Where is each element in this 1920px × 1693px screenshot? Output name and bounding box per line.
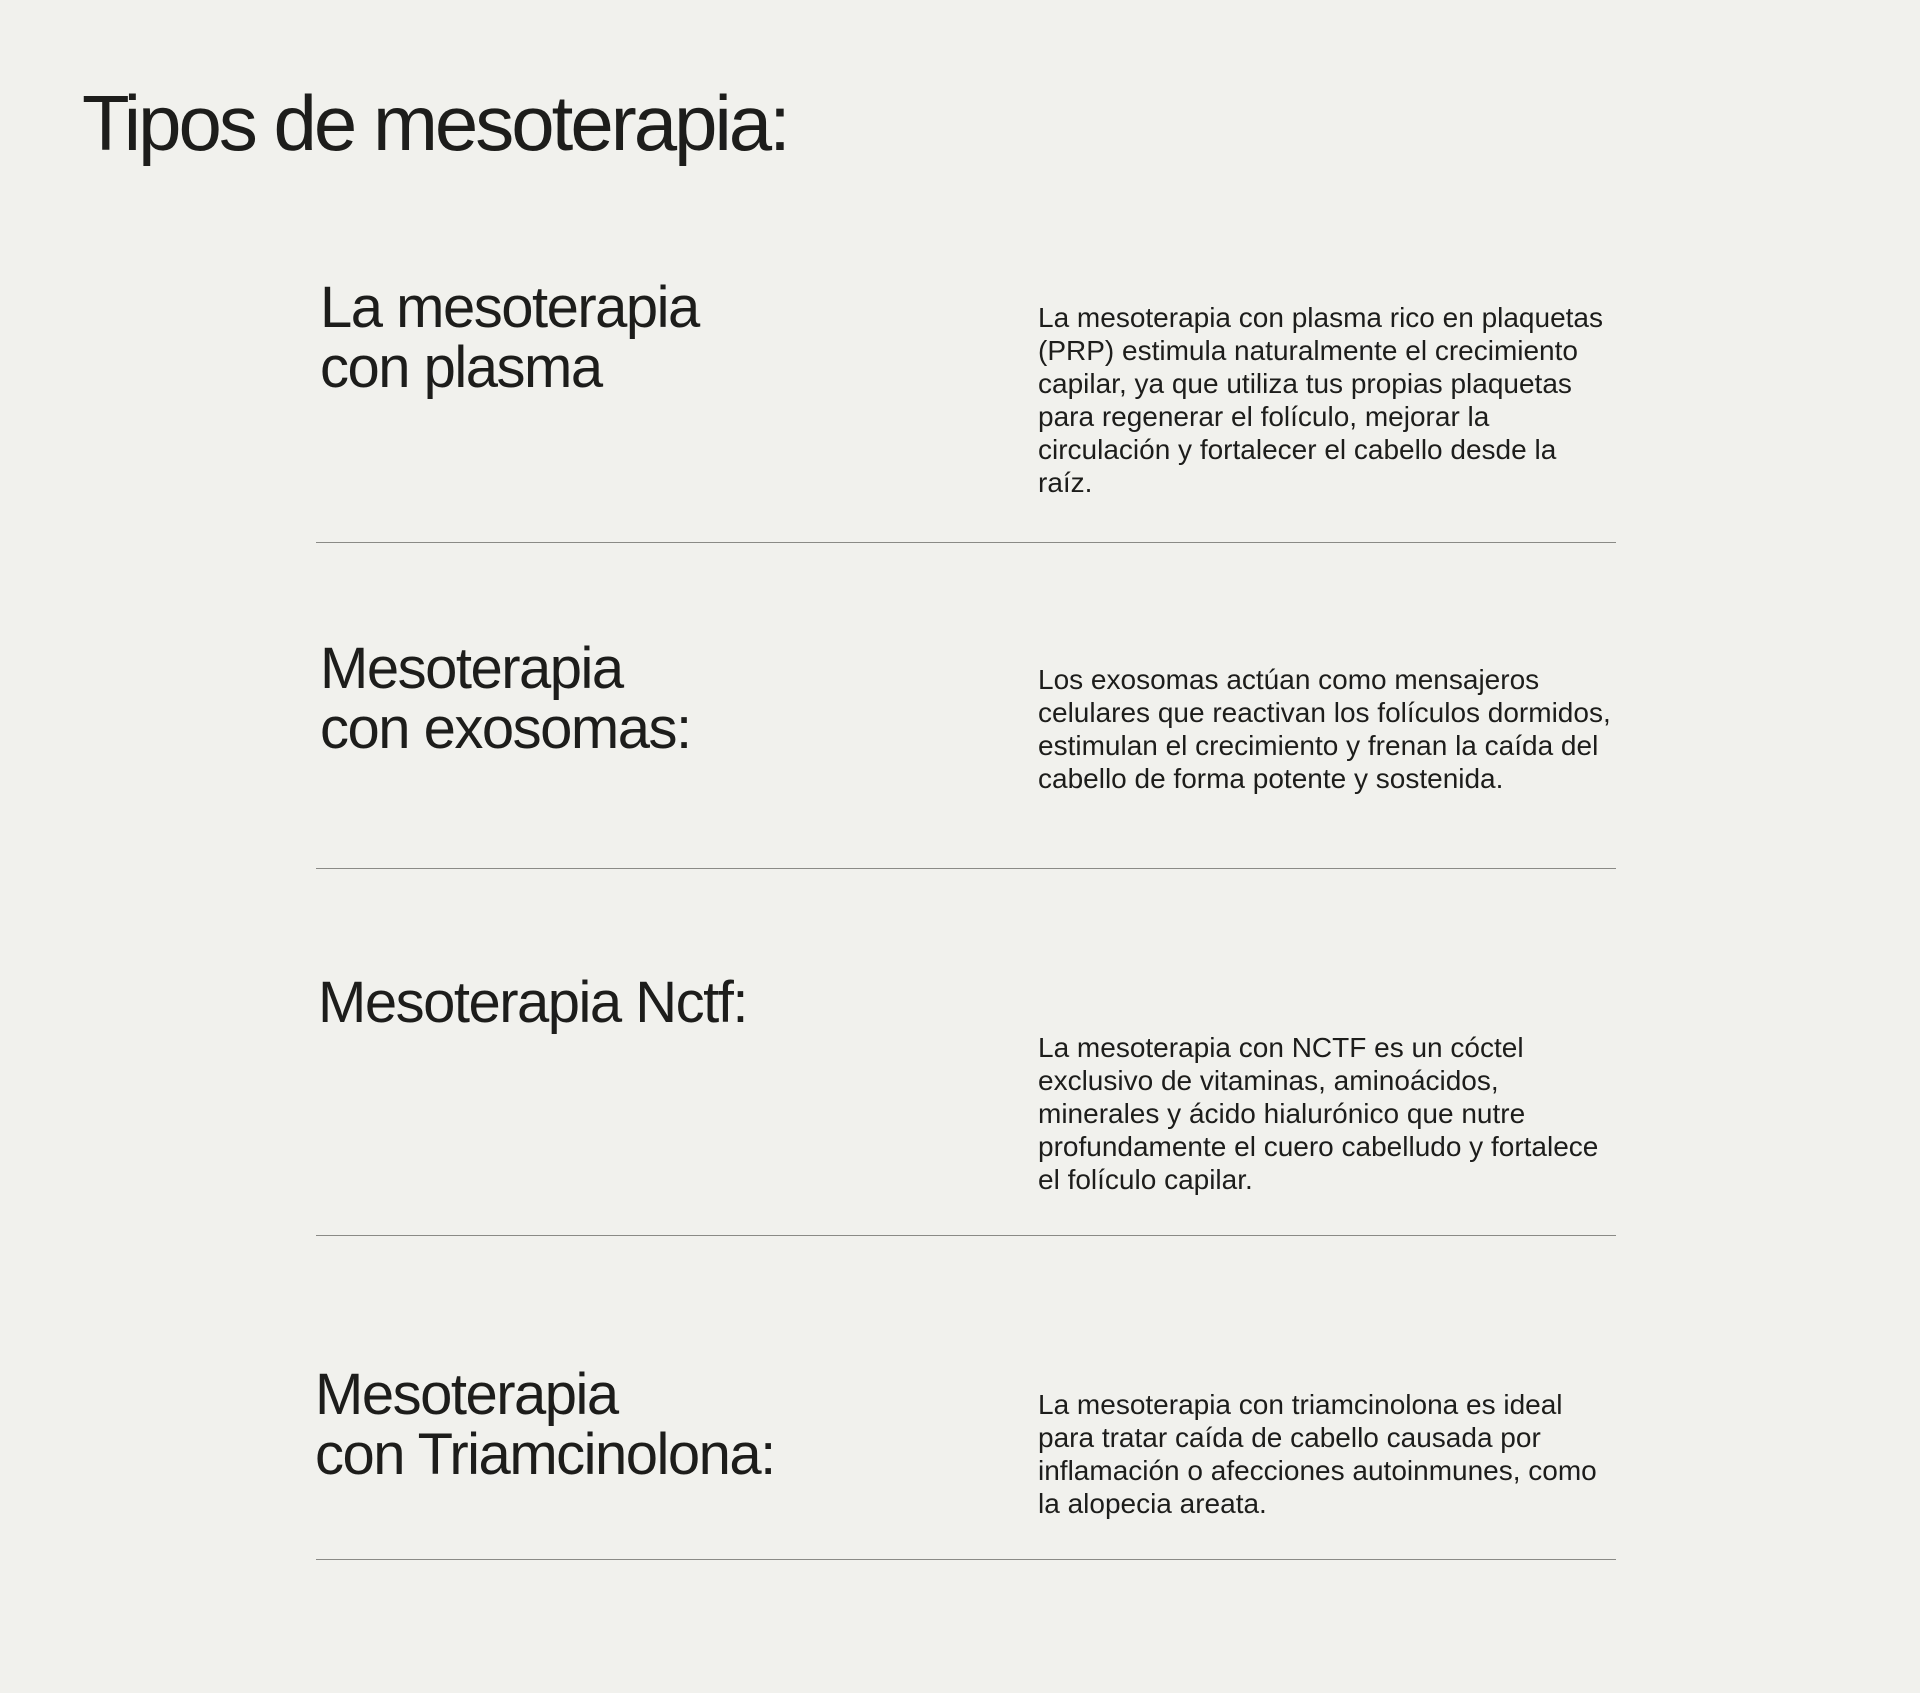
section-description: La mesoterapia con triamcinolona es ideal para tratar caída de cabello causada por inflamación o afecciones autoinmunes, como la alopecia areata. <box>1038 1389 1597 1519</box>
section-heading: La mesoterapia con plasma <box>320 275 699 400</box>
section-description: La mesoterapia con plasma rico en plaquetas (PRP) estimula naturalmente el crecimiento capilar, ya que utiliza tus propias plaquetas para regenerar el folículo, mejorar la circulación y fortalecer el cabello desde la raíz. <box>1038 302 1604 498</box>
section-description: Los exosomas actúan como mensajeros celulares que reactivan los folículos dormidos, estimulan el crecimiento y frenan la caída del cabello de forma potente y sostenida. <box>1038 664 1611 794</box>
divider <box>316 868 1616 869</box>
divider <box>316 542 1616 543</box>
section-heading: Mesoterapia con exosomas: <box>320 636 691 761</box>
divider <box>316 1235 1616 1236</box>
section-heading: Mesoterapia con Triamcinolona: <box>315 1362 775 1487</box>
divider <box>316 1559 1616 1560</box>
page-title: Tipos de mesoterapia: <box>82 79 788 167</box>
section-description: La mesoterapia con NCTF es un cóctel exclusivo de vitaminas, aminoácidos, minerales y ácido hialurónico que nutre profundamente el cuero cabelludo y fortalece el folículo capilar. <box>1038 1032 1599 1195</box>
section-heading: Mesoterapia Nctf: <box>318 970 748 1035</box>
